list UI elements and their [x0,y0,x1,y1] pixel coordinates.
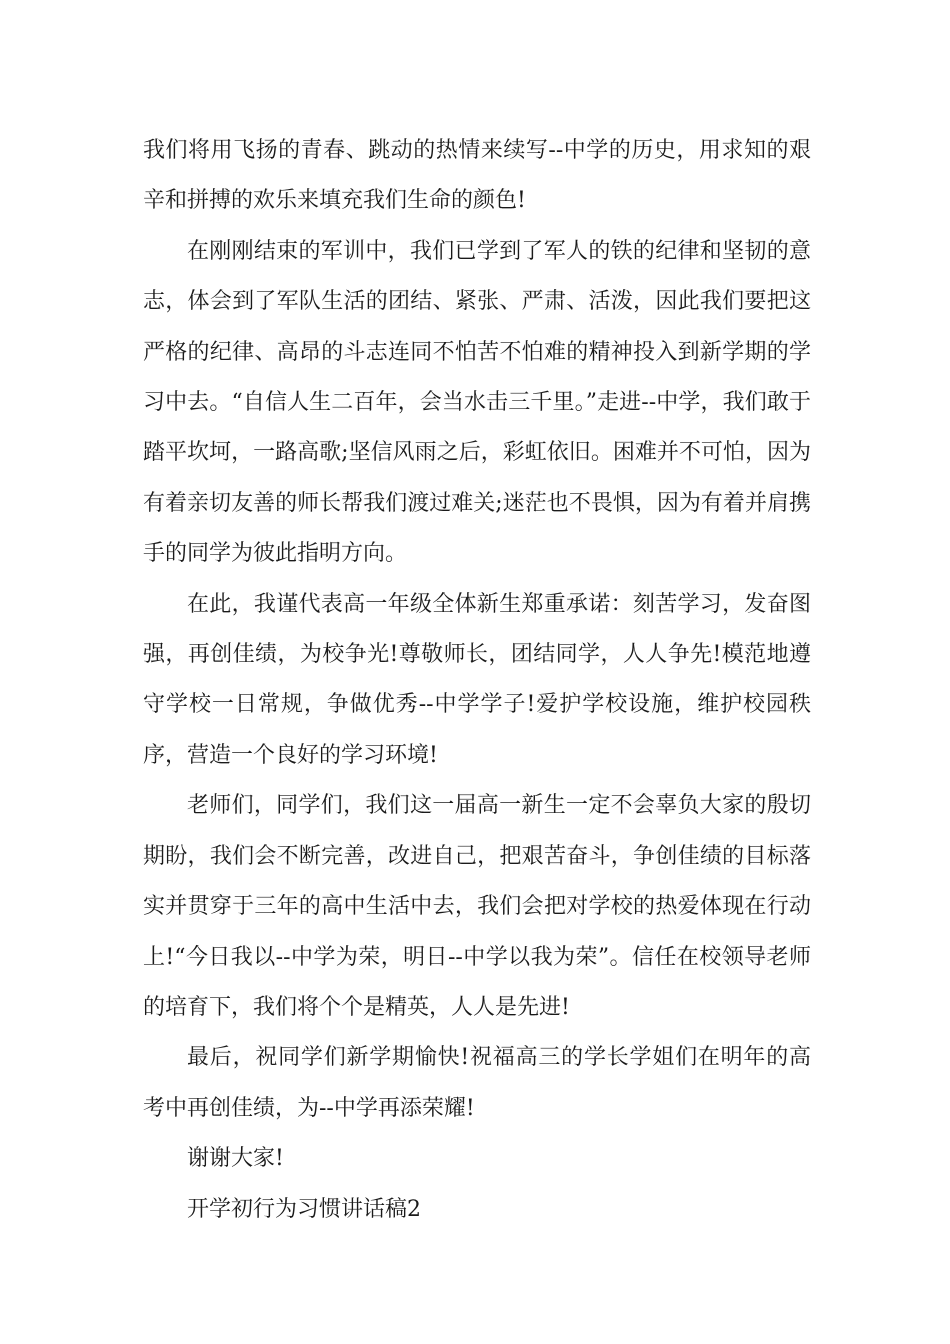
closing-thanks: 谢谢大家! [187,1146,284,1172]
paragraph-4: 老师们，同学们，我们这一届高一新生一定不会辜负大家的殷切期盼，我们会不断完善，改进自己，把艰苦奋斗，争创佳绩的目标落实并贯穿于三年的高中生活中去，我们会把对学校的热爱体现在行动上!“今日我以--中学为荣，明日--中学以我为荣”。信任在校领导老师的培育下，我们将个个是精英，人人是先进! [143,793,811,1020]
next-section-title: 开学初行为习惯讲话稿2 [187,1196,421,1222]
paragraph-2: 在刚刚结束的军训中，我们已学到了军人的铁的纪律和坚韧的意志，体会到了军队生活的团结、紧张、严肃、活泼，因此我们要把这严格的纪律、高昂的斗志连同不怕苦不怕难的精神投入到新学期的学习中去。“自信人生二百年，会当水击三千里。”走进--中学，我们敢于踏平坎坷，一路高歌;坚信风雨之后，彩虹依旧。困难并不可怕，因为有着亲切友善的师长帮我们渡过难关;迷茫也不畏惧，因为有着并肩携手的同学为彼此指明方向。 [143,238,811,567]
paragraph-5: 最后，祝同学们新学期愉快!祝福高三的学长学姐们在明年的高考中再创佳绩，为--中学再添荣耀! [143,1045,811,1121]
paragraph-3: 在此，我谨代表高一年级全体新生郑重承诺：刻苦学习，发奋图强，再创佳绩，为校争光!尊敬师长，团结同学，人人争先!模范地遵守学校一日常规，争做优秀--中学学子!爱护学校设施，维护校园秩序，营造一个良好的学习环境! [143,591,811,768]
document-body [143,126,811,1235]
paragraph-1: 我们将用飞扬的青春、跳动的热情来续写--中学的历史，用求知的艰辛和拼搏的欢乐来填充我们生命的颜色! [143,138,811,214]
